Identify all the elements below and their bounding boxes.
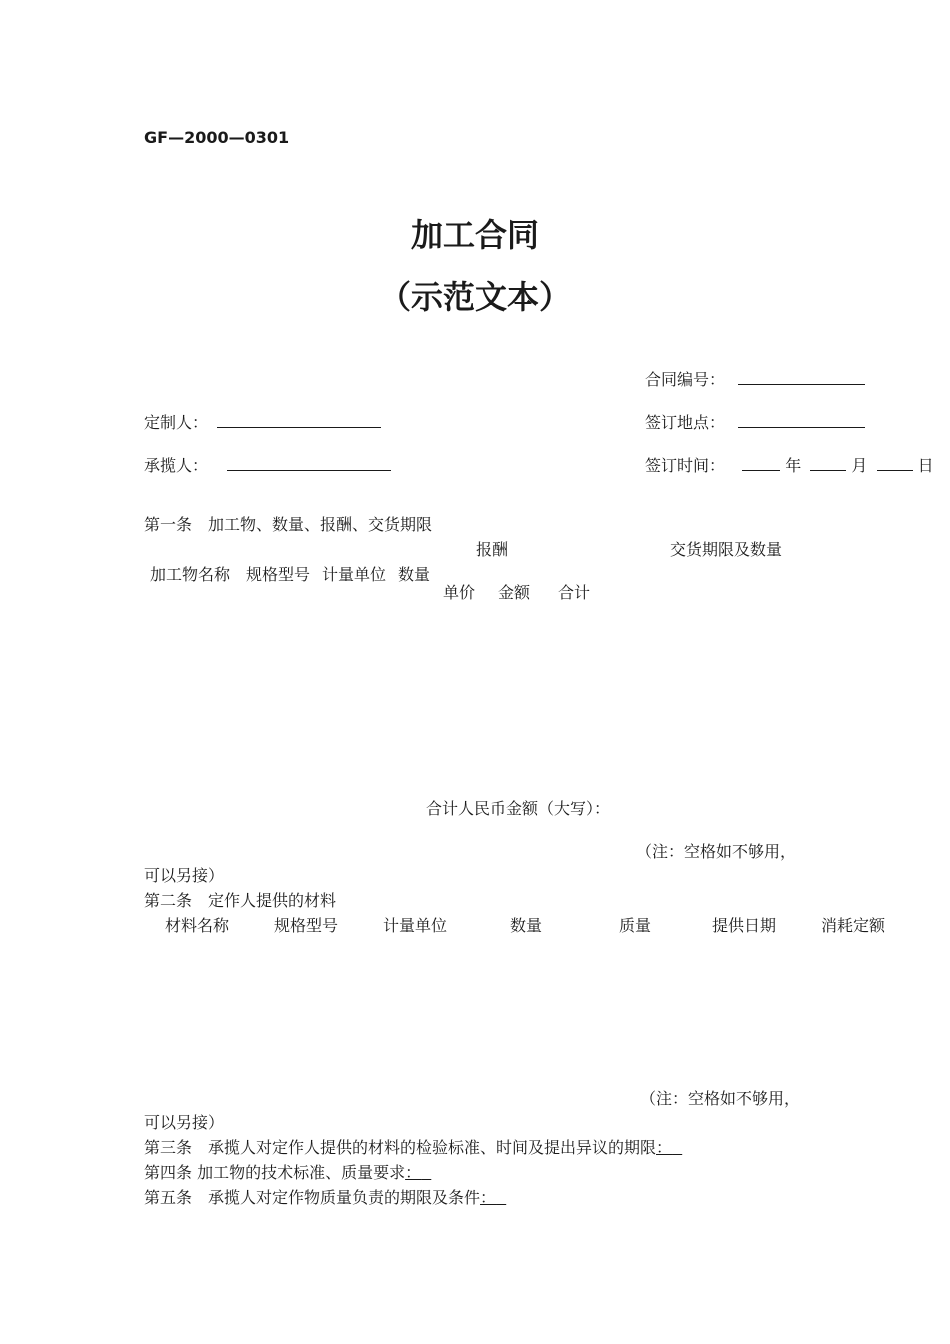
contractor-label: 承揽人： <box>144 456 209 475</box>
col-delivery-header: 交货期限及数量 <box>670 540 783 559</box>
day-label: 日 <box>917 456 934 475</box>
contractor-blank[interactable] <box>227 456 391 471</box>
col-qty-header: 数量 <box>398 565 431 584</box>
col-material-consumption-header: 消耗定额 <box>821 916 886 935</box>
contract-number-field[interactable] <box>645 370 865 389</box>
article-4 <box>144 1163 431 1182</box>
col-material-unit-header: 计量单位 <box>383 916 448 935</box>
sign-place-blank[interactable] <box>738 413 865 428</box>
sign-time-field[interactable] <box>645 456 934 475</box>
col-item-name-header: 加工物名称 <box>150 565 231 584</box>
contractor-field[interactable] <box>144 456 391 475</box>
year-blank[interactable] <box>742 456 780 471</box>
col-unit-header: 计量单位 <box>322 565 387 584</box>
col-material-name-header: 材料名称 <box>165 916 230 935</box>
col-material-spec-header: 规格型号 <box>274 916 339 935</box>
article-2-note-cont: 可以另接） <box>144 1113 225 1132</box>
article-1-note-cont: 可以另接） <box>144 866 225 885</box>
col-amount-header: 金额 <box>498 583 531 602</box>
article-2-note: （注：空格如不够用， <box>640 1089 801 1108</box>
sign-place-label: 签订地点： <box>645 413 726 432</box>
document-subtitle: （示范文本） <box>378 278 571 316</box>
col-material-date-header: 提供日期 <box>712 916 777 935</box>
total-rmb-label: 合计人民币金额（大写）： <box>426 799 611 818</box>
article-3 <box>144 1138 682 1157</box>
col-spec-header: 规格型号 <box>246 565 311 584</box>
article-2-heading: 第二条 定作人提供的材料 <box>144 891 337 910</box>
contract-number-blank[interactable] <box>738 370 865 385</box>
sign-place-field[interactable] <box>645 413 865 432</box>
article-1-heading: 第一条 加工物、数量、报酬、交货期限 <box>144 515 433 534</box>
month-label: 月 <box>851 456 868 475</box>
month-blank[interactable] <box>810 456 846 471</box>
article-3-blank[interactable]: ： <box>656 1138 673 1157</box>
article-4-blank[interactable]: ： <box>405 1163 422 1182</box>
article-1-note: （注：空格如不够用， <box>636 842 797 861</box>
sign-time-label: 签订时间： <box>645 456 726 475</box>
client-field[interactable] <box>144 413 381 432</box>
col-pay-header: 报酬 <box>476 540 509 559</box>
article-5-blank[interactable]: ： <box>480 1188 497 1207</box>
article-5 <box>144 1188 506 1207</box>
contract-number-label: 合同编号： <box>645 370 726 389</box>
article-5-text: 第五条 承揽人对定作物质量负责的期限及条件 <box>144 1188 481 1207</box>
col-material-qty-header: 数量 <box>510 916 543 935</box>
client-label: 定制人： <box>144 413 209 432</box>
document-code: GF—2000—0301 <box>144 128 290 147</box>
col-subtotal-header: 合计 <box>558 583 591 602</box>
document-title: 加工合同 <box>410 216 539 254</box>
col-unit-price-header: 单价 <box>443 583 476 602</box>
year-label: 年 <box>785 456 802 475</box>
client-blank[interactable] <box>217 413 381 428</box>
article-3-text: 第三条 承揽人对定作人提供的材料的检验标准、时间及提出异议的期限 <box>144 1138 657 1157</box>
day-blank[interactable] <box>877 456 913 471</box>
col-material-quality-header: 质量 <box>619 916 652 935</box>
article-4-text: 第四条 加工物的技术标准、质量要求 <box>144 1163 406 1182</box>
